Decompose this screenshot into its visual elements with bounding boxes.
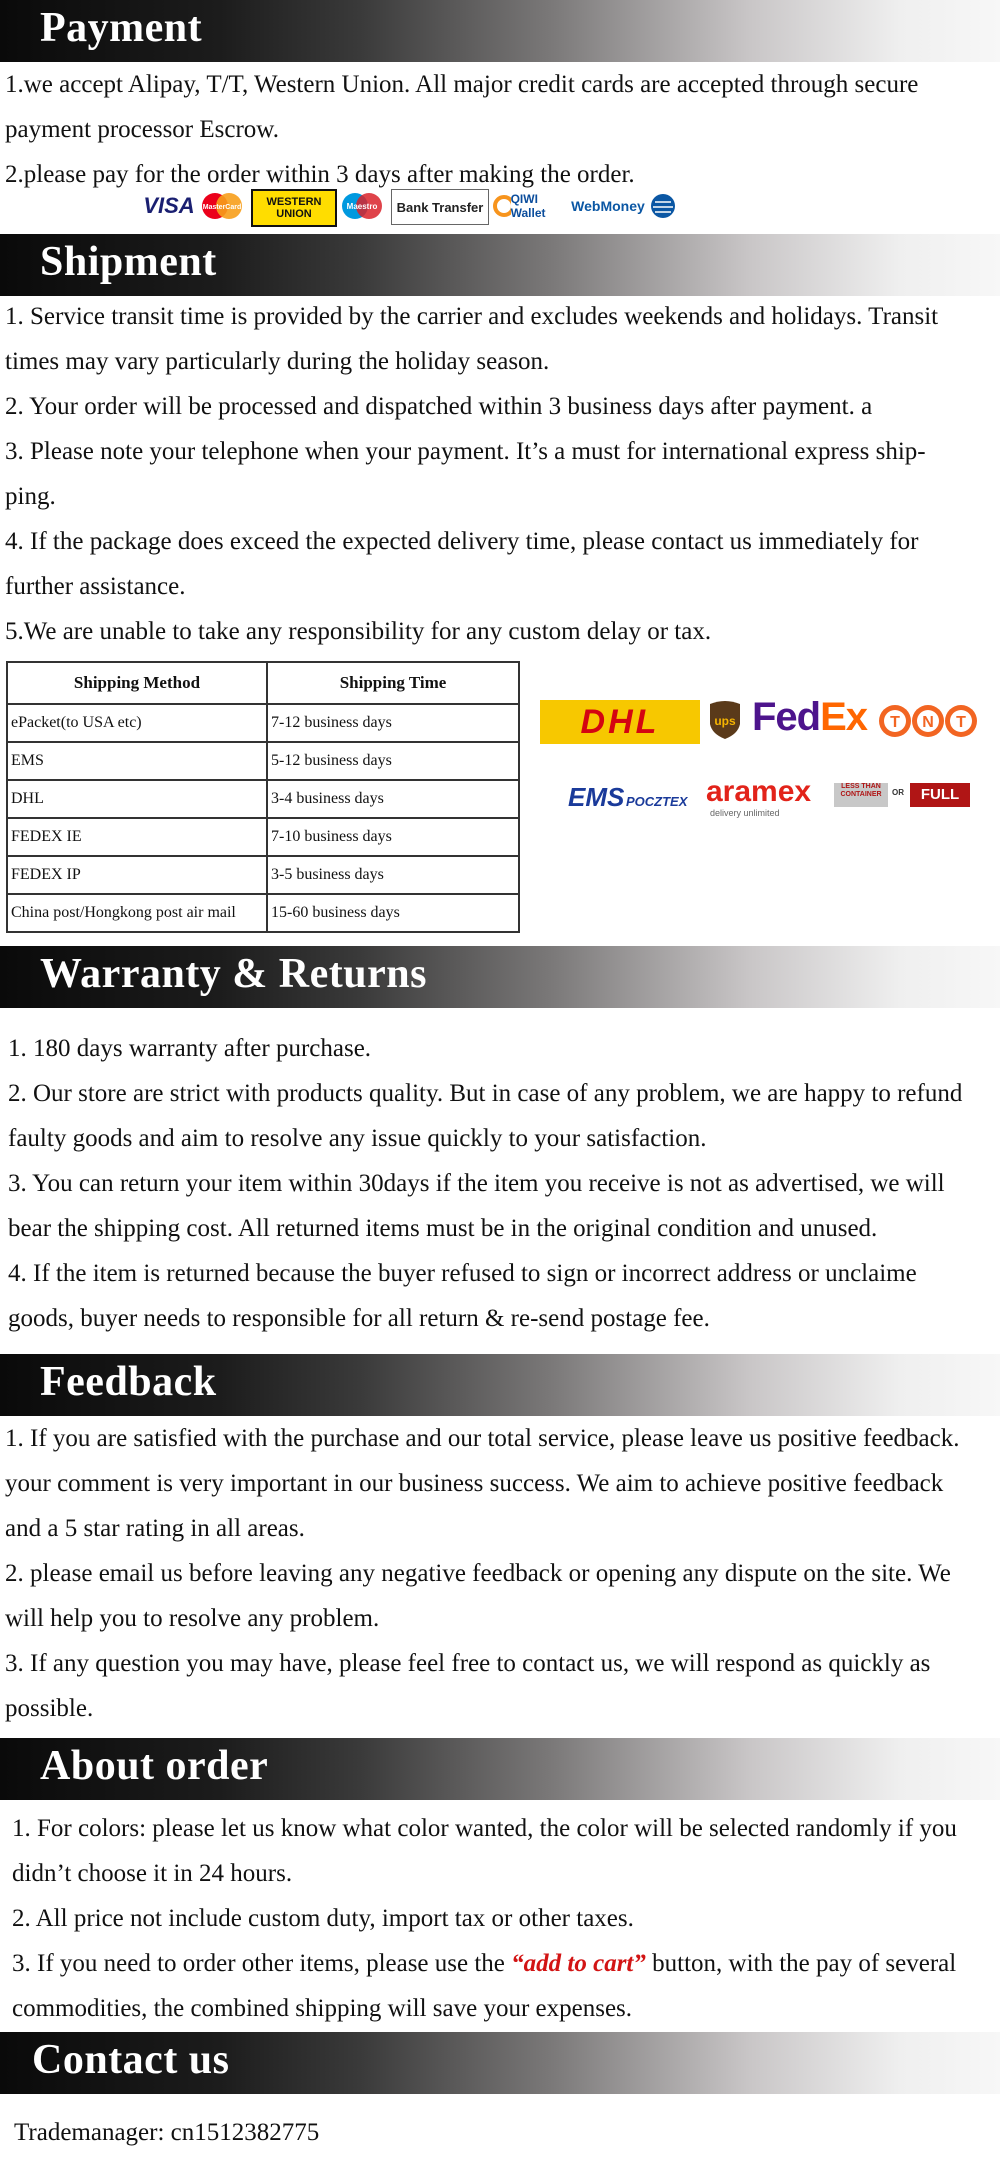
text-line: commodities, the combined shipping will save your expenses. <box>12 1995 633 2022</box>
warranty-banner <box>0 946 1000 1008</box>
table-row <box>7 780 519 818</box>
shipment-title: Shipment <box>40 239 217 285</box>
webmoney-logo <box>569 189 679 223</box>
shipping-table <box>6 661 520 933</box>
table-cell: 15-60 business days <box>267 894 519 932</box>
payment-text <box>5 62 995 197</box>
tnt-letter: T <box>956 714 966 731</box>
webmoney-label: WebMoney <box>571 198 645 214</box>
feedback-title: Feedback <box>40 1359 217 1405</box>
text-line: 1. Service transit time is provided by the carrier and excludes weekends and holidays. Transit <box>5 303 939 330</box>
text-line: 2. Your order will be processed and dispatched within 3 business days after payment. a <box>5 393 873 420</box>
text-line: times may vary particularly during the holiday season. <box>5 348 550 375</box>
table-row <box>7 856 519 894</box>
table-cell: ePacket(to USA etc) <box>7 704 267 742</box>
mastercard-logo <box>199 189 245 223</box>
text-line: 1.we accept Alipay, T/T, Western Union. All major credit cards are accepted through secure <box>5 71 919 98</box>
aramex-logo <box>706 775 830 819</box>
table-header: Shipping Method <box>7 662 267 704</box>
text-line: bear the shipping cost. All returned items must be in the original condition and unused. <box>8 1215 878 1242</box>
table-cell: FEDEX IE <box>7 818 267 856</box>
text-line: 4. If the package does exceed the expected delivery time, please contact us immediately for <box>5 528 919 555</box>
container-or: OR <box>892 788 904 797</box>
fedex-logo <box>752 695 867 740</box>
text-line: 3. Please note your telephone when your payment. It’s a must for international express ship- <box>5 438 926 465</box>
table-row <box>7 704 519 742</box>
contact-banner <box>0 2032 1000 2094</box>
text-line: 4. If the item is returned because the buyer refused to sign or incorrect address or unclaime <box>8 1260 917 1287</box>
line3-after: button, with the pay of several <box>645 1950 957 1977</box>
fedex-ex: Ex <box>820 695 868 739</box>
qiwi-icon <box>493 194 511 218</box>
qiwi-label: QIWI Wallet <box>510 192 546 220</box>
table-header: Shipping Time <box>267 662 519 704</box>
table-cell: 5-12 business days <box>267 742 519 780</box>
text-line: 1. If you are satisfied with the purchase and our total service, please leave us positive feedback. <box>5 1425 960 1452</box>
payment-banner <box>0 0 1000 62</box>
table-cell: 3-5 business days <box>267 856 519 894</box>
tnt-icon <box>878 702 978 740</box>
visa-logo: VISA <box>143 193 195 218</box>
text-line: 3. If any question you may have, please feel free to contact us, we will respond as quickly as <box>5 1650 931 1677</box>
add-to-cart-highlight: “add to cart” <box>511 1950 646 1977</box>
text-line: didn’t choose it in 24 hours. <box>12 1860 293 1887</box>
warranty-text <box>8 1026 998 1341</box>
svg-text:Maestro: Maestro <box>346 202 378 211</box>
container-full: FULL <box>910 783 970 807</box>
contact-text <box>14 2110 1000 2155</box>
about-order-banner <box>0 1738 1000 1800</box>
maestro-logo <box>339 189 385 223</box>
feedback-banner <box>0 1354 1000 1416</box>
tnt-letter: N <box>922 714 934 731</box>
ems-logo <box>568 782 696 818</box>
about-order-title: About order <box>40 1743 269 1789</box>
container-logo <box>834 780 980 818</box>
aramex-label: aramex <box>706 775 812 808</box>
mastercard-icon <box>199 191 245 221</box>
about-order-text <box>12 1806 1000 2031</box>
bank-transfer-logo: Bank Transfer <box>391 189 489 225</box>
line3-before: 3. If you need to order other items, please use the <box>12 1950 512 1977</box>
trademanager-id: Trademanager: cn1512382775 <box>14 2119 320 2146</box>
feedback-text <box>5 1416 995 1731</box>
ups-logo <box>708 700 742 740</box>
text-line: 2. All price not include custom duty, import tax or other taxes. <box>12 1905 634 1932</box>
text-line: will help you to resolve any problem. <box>5 1605 380 1632</box>
text-line <box>12 1941 1000 1986</box>
text-line: further assistance. <box>5 573 186 600</box>
table-row <box>7 894 519 932</box>
table-cell: 7-10 business days <box>267 818 519 856</box>
text-line: your comment is very important in our business success. We aim to achieve positive feedback <box>5 1470 944 1497</box>
table-cell: 7-12 business days <box>267 704 519 742</box>
text-line: 3. You can return your item within 30days if the item you receive is not as advertised, we will <box>8 1170 945 1197</box>
table-cell: EMS <box>7 742 267 780</box>
shipment-text <box>5 294 995 654</box>
qiwi-wallet-logo <box>493 189 563 223</box>
ems-label: EMS <box>568 782 625 812</box>
aramex-sub: delivery unlimited <box>710 808 780 818</box>
tnt-logo <box>878 702 978 745</box>
text-line: possible. <box>5 1695 94 1722</box>
ems-sub: POCZTEX <box>626 794 688 809</box>
text-line: payment processor Escrow. <box>5 116 279 143</box>
text-line: faulty goods and aim to resolve any issue quickly to your satisfaction. <box>8 1125 707 1152</box>
text-line: and a 5 star rating in all areas. <box>5 1515 305 1542</box>
text-line: 2. please email us before leaving any negative feedback or opening any dispute on the site. We <box>5 1560 951 1587</box>
tnt-letter: T <box>890 714 900 731</box>
shipment-banner <box>0 234 1000 296</box>
dhl-logo: DHL <box>540 700 700 744</box>
maestro-icon <box>339 191 385 221</box>
fedex-fed: Fed <box>752 695 821 739</box>
table-cell: 3-4 business days <box>267 780 519 818</box>
svg-text:MasterCard: MasterCard <box>202 204 242 211</box>
table-cell: DHL <box>7 780 267 818</box>
contact-title: Contact us <box>32 2037 230 2083</box>
western-union-logo: WESTERN UNION <box>251 189 337 227</box>
text-line: ping. <box>5 483 56 510</box>
ups-shield-icon <box>708 700 742 740</box>
webmoney-globe-icon <box>649 192 677 220</box>
payment-title: Payment <box>40 5 203 51</box>
warranty-title: Warranty & Returns <box>40 951 427 997</box>
text-line: 2.please pay for the order within 3 days after making the order. <box>5 161 635 188</box>
text-line: 1. 180 days warranty after purchase. <box>8 1035 372 1062</box>
text-line: goods, buyer needs to responsible for all return & re-send postage fee. <box>8 1305 710 1332</box>
text-line: 5.We are unable to take any responsibility for any custom delay or tax. <box>5 618 712 645</box>
table-cell: China post/Hongkong post air mail <box>7 894 267 932</box>
svg-text:ups: ups <box>714 714 736 728</box>
table-row <box>7 818 519 856</box>
text-line: 1. For colors: please let us know what color wanted, the color will be selected randomly if you <box>12 1815 957 1842</box>
text-line: 2. Our store are strict with products quality. But in case of any problem, we are happy to refund <box>8 1080 963 1107</box>
table-cell: FEDEX IP <box>7 856 267 894</box>
container-less: LESS THAN CONTAINER <box>834 783 888 807</box>
table-header-row <box>7 662 519 704</box>
table-row <box>7 742 519 780</box>
